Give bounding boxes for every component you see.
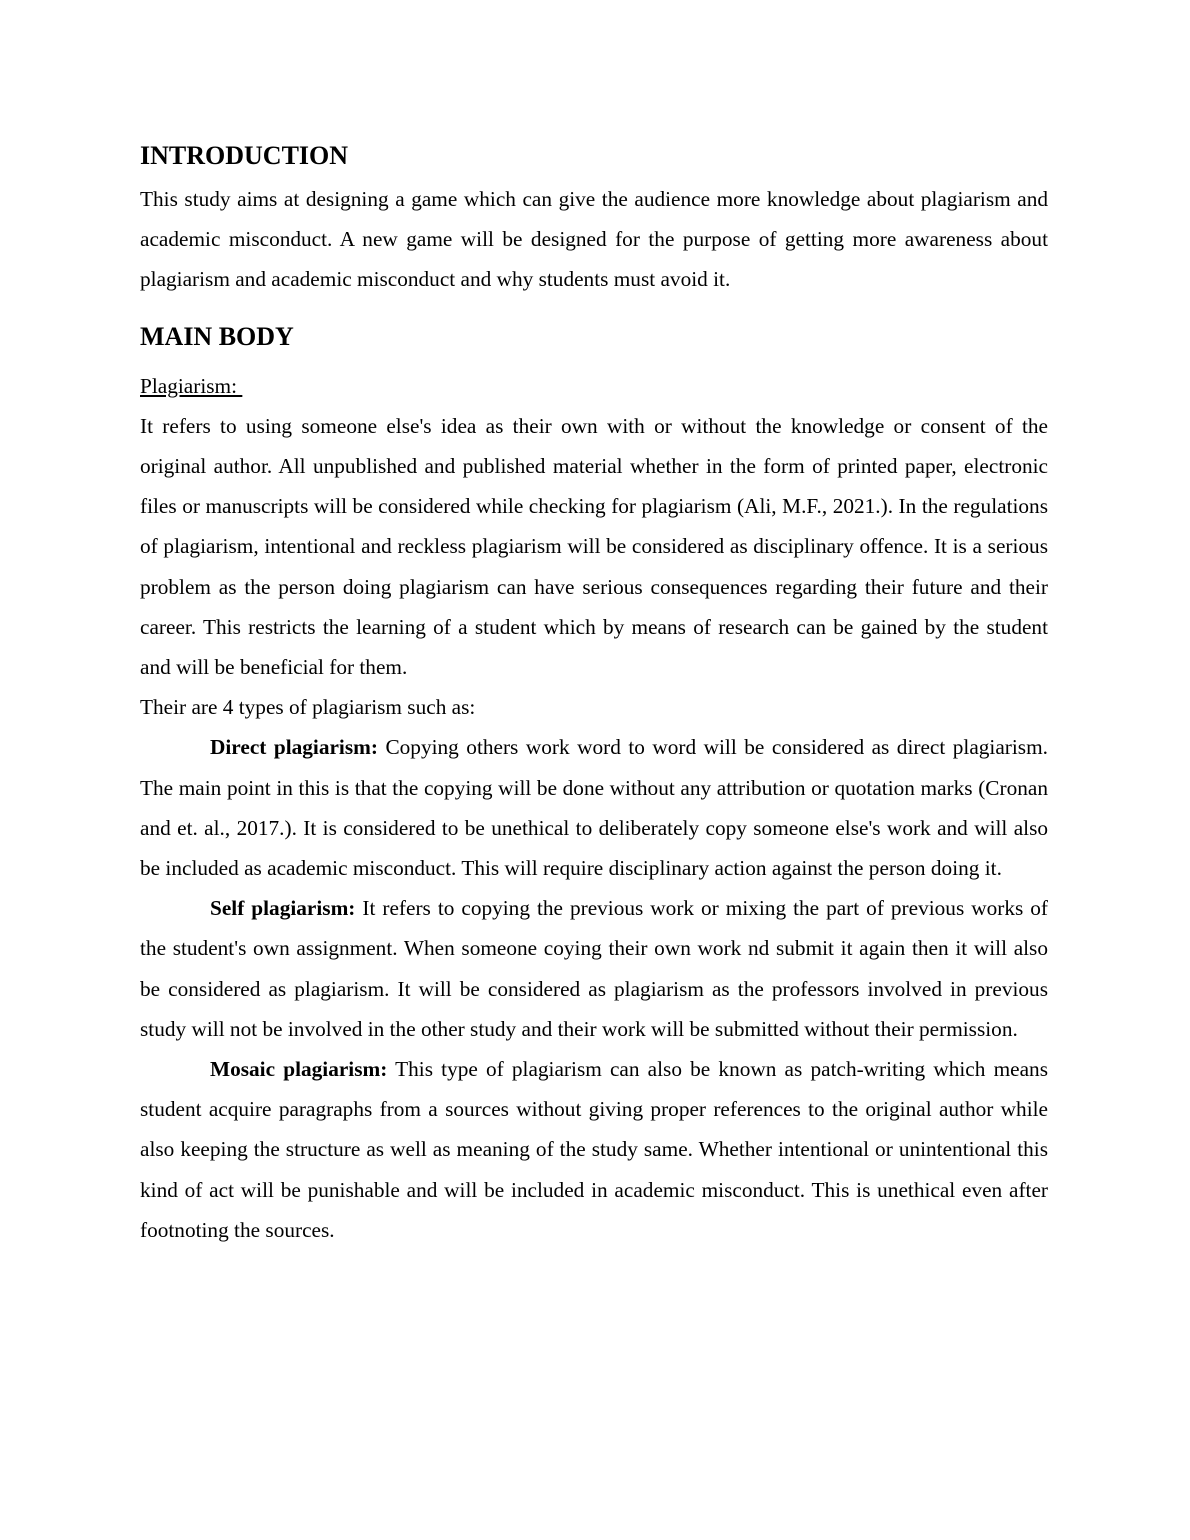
- self-plagiarism-term: Self plagiarism:: [210, 896, 356, 921]
- direct-plagiarism-term: Direct plagiarism:: [210, 735, 378, 760]
- self-plagiarism-paragraph: [140, 888, 1048, 1049]
- main-body-heading: MAIN BODY: [140, 321, 294, 351]
- direct-plagiarism-paragraph: [140, 727, 1048, 888]
- plagiarism-types-intro: Their are 4 types of plagiarism such as:: [140, 695, 476, 720]
- plagiarism-definition-paragraph: It refers to using someone else's idea as their own with or without the knowledge or consent of the original author. All unpublished and published material whether in the form of printed paper, electronic files or manuscripts will be considered while checking for plagiarism (Ali, M.F., 2021.). In the regulations of plagiarism, intentional and reckless plagiarism will be considered as disciplinary offence. It is a serious problem as the person doing plagiarism can have serious consequences regarding their future and their career. This restricts the learning of a student which by means of research can be gained by the student and will be beneficial for them.: [140, 413, 1048, 680]
- document-page: [140, 138, 1048, 1250]
- mosaic-plagiarism-paragraph: [140, 1049, 1048, 1250]
- direct-plagiarism-text: Copying others work word to word will be considered as direct plagiarism. The main point in this is that the copying will be done without any attribution or quotation marks (Cronan and et. al., 2017.). It is considered to be unethical to deliberately copy someone else's work and will also be included as academic misconduct. This will require disciplinary action against the person doing it.: [140, 735, 1048, 881]
- introduction-paragraph: This study aims at designing a game which can give the audience more knowledge about plagiarism and academic misconduct. A new game will be designed for the purpose of getting more awareness about plagiarism and academic misconduct and why students must avoid it.: [140, 187, 1048, 292]
- mosaic-plagiarism-text: This type of plagiarism can also be known as patch-writing which means student acquire paragraphs from a sources without giving proper references to the original author while also keeping the structure as well as meaning of the study same. Whether intentional or unintentional this kind of act will be punishable and will be included in academic misconduct. This is unethical even after footnoting the sources.: [140, 1057, 1048, 1242]
- plagiarism-subheading: Plagiarism:: [140, 373, 243, 398]
- introduction-heading: INTRODUCTION: [140, 141, 349, 170]
- mosaic-plagiarism-term: Mosaic plagiarism:: [210, 1057, 388, 1082]
- self-plagiarism-text: It refers to copying the previous work or mixing the part of previous works of the student's own assignment. When someone coying their own work nd submit it again then it will also be considered as plagiarism. It will be considered as plagiarism as the professors involved in previous study will not be involved in the other study and their work will be submitted without their permission.: [140, 896, 1048, 1041]
